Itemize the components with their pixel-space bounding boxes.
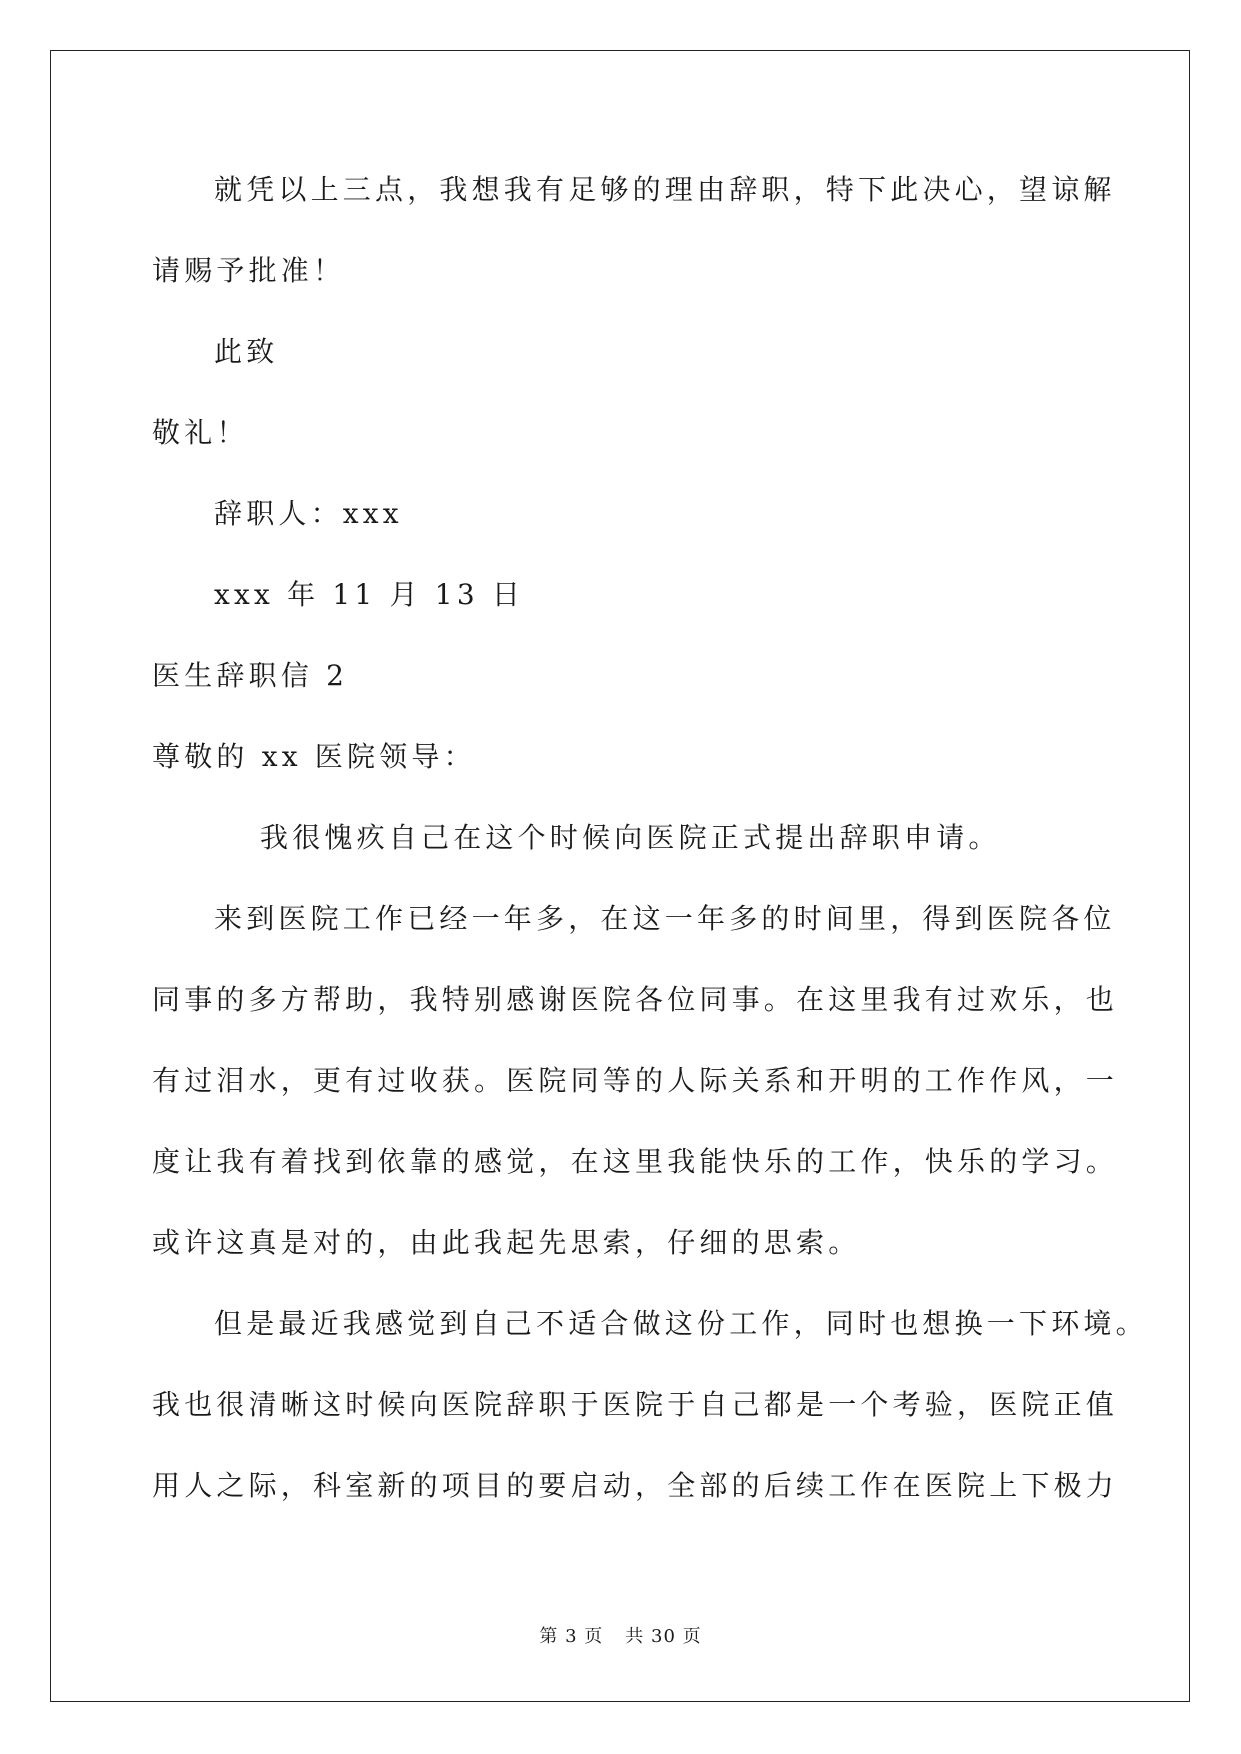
page-footer <box>0 1622 1241 1648</box>
text-line: 用人之际，科室新的项目的要启动，全部的后续工作在医院上下极力 <box>152 1469 1119 1502</box>
page-total: 共 30 页 <box>625 1626 702 1647</box>
text-line: 请赐予批准！ <box>152 254 346 287</box>
text-line: 我也很清晰这时候向医院辞职于医院于自己都是一个考验，医院正值 <box>152 1388 1119 1421</box>
text-line: 就凭以上三点，我想我有足够的理由辞职，特下此决心，望谅解 <box>214 173 1116 206</box>
text-line: 同事的多方帮助，我特别感谢医院各位同事。在这里我有过欢乐，也 <box>152 983 1119 1016</box>
document-body <box>152 160 1148 1537</box>
text-line: 度让我有着找到依靠的感觉，在这里我能快乐的工作，快乐的学习。 <box>152 1145 1119 1178</box>
closing-regards: 敬礼！ <box>152 416 249 449</box>
text-line: 我很愧疚自己在这个时候向医院正式提出辞职申请。 <box>260 821 1001 854</box>
page-number: 第 3 页 <box>539 1626 604 1647</box>
closing-salutation: 此致 <box>214 335 279 368</box>
text-line: 但是最近我感觉到自己不适合做这份工作，同时也想换一下环境。 <box>214 1307 1148 1340</box>
date-line: xxx 年 11 月 13 日 <box>214 578 525 611</box>
signature-line: 辞职人：xxx <box>214 497 403 530</box>
section-heading: 医生辞职信 2 <box>152 659 349 692</box>
text-line: 有过泪水，更有过收获。医院同等的人际关系和开明的工作作风，一 <box>152 1064 1119 1097</box>
text-line: 来到医院工作已经一年多，在这一年多的时间里，得到医院各位 <box>214 902 1116 935</box>
greeting-line: 尊敬的 xx 医院领导： <box>152 740 476 773</box>
text-line: 或许这真是对的，由此我起先思索，仔细的思索。 <box>152 1226 861 1259</box>
